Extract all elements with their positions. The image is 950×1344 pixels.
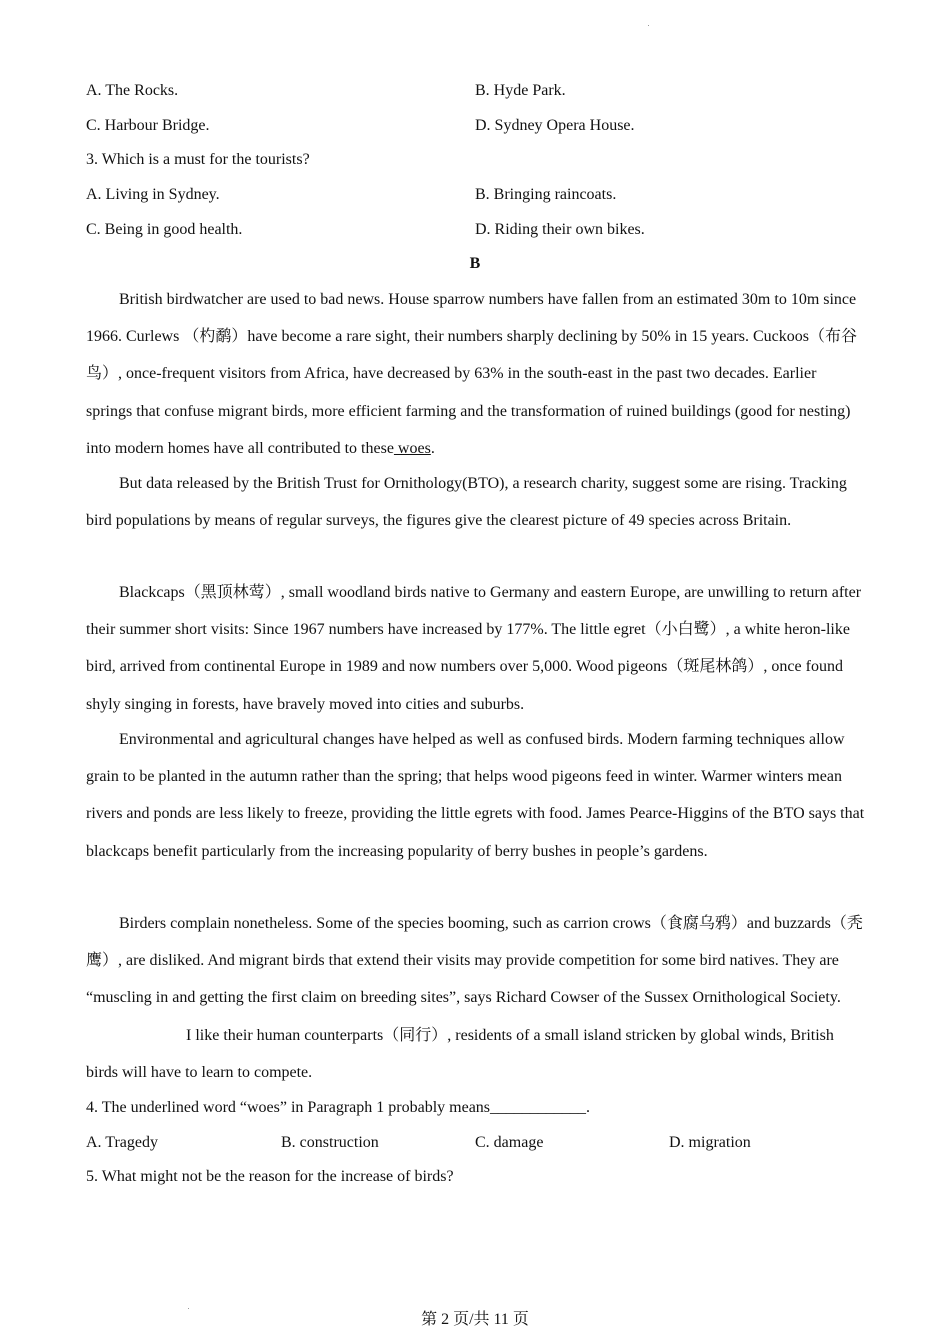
- page-footer: 第 2 页/共 11 页: [421, 1311, 529, 1328]
- q4-option-a: A. Tragedy: [86, 1134, 159, 1151]
- q4-stem: 4. The underlined word “woes” in Paragraph 1 probably means____________.: [86, 1099, 591, 1116]
- q4-option-d: D. migration: [669, 1134, 751, 1151]
- q5-stem: 5. What might not be the reason for the increase of birds?: [86, 1168, 454, 1185]
- q4-option-b: B. construction: [281, 1134, 379, 1151]
- p5-text: Birders complain nonetheless. Some of the species booming, such as carrion crows（食腐乌鸦）and buzzards（秃鹰）, are disliked. And migrant birds that extend their visits may provide competition for some bird natives. They are “muscling in and getting the first claim on breeding sites”, says Richard Cowser of the Sussex Ornithological Society.: [86, 915, 863, 1007]
- scan-dot: [648, 25, 649, 26]
- passage-paragraph-3: Blackcaps（黑顶林莺）, small woodland birds native to Germany and eastern Europe, are unwilling to return after their summer short visits: Since 1967 numbers have increased by 177%. The little egret（小白鹭）, a white heron-like bird, arrived from continental Europe in 1989 and now numbers over 5,000. Wood pigeons（斑尾林鸽）, once found shyly singing in forests, have bravely moved into cities and suburbs.: [86, 584, 862, 713]
- p5-text-after: I like their human counterparts（同行）, residents of a small island stricken by global winds, British birds will have to learn to compete.: [86, 1026, 834, 1081]
- passage-paragraph-1: [86, 281, 866, 467]
- q3-option-b: B. Bringing raincoats.: [475, 186, 617, 203]
- q2-option-c: C. Harbour Bridge.: [86, 117, 210, 134]
- underlined-word-woes: woes: [393, 439, 431, 457]
- q2-option-a: A. The Rocks.: [86, 82, 179, 99]
- q2-option-d: D. Sydney Opera House.: [475, 117, 635, 134]
- q2-option-b: B. Hyde Park.: [475, 82, 566, 99]
- q3-option-a: A. Living in Sydney.: [86, 186, 220, 203]
- passage-paragraph-2: But data released by the British Trust for Ornithology(BTO), a research charity, suggest some are rising. Tracking bird populations by means of regular surveys, the figures give the clearest picture of 49 species across Britain.: [86, 475, 847, 530]
- p1-end: .: [430, 439, 435, 457]
- q3-option-c: C. Being in good health.: [86, 221, 243, 238]
- section-b-heading: B: [469, 255, 481, 272]
- passage-paragraph-5: [86, 905, 866, 1091]
- p1-text: British birdwatcher are used to bad news. House sparrow numbers have fallen from an estimated 30m to 10m since 1966. Curlews （杓鹬）have become a rare sight, their numbers sharply declining by 50% in 15 years. Cuckoos（布谷鸟）, once-frequent visitors from Africa, have decreased by 63% in the south-east in the past two decades. Earlier springs that confuse migrant birds, more efficient farming and the transformation of ruined buildings (good for nesting) into modern homes have all contributed to these: [86, 291, 857, 457]
- q3-stem: 3. Which is a must for the tourists?: [86, 151, 310, 168]
- q3-option-d: D. Riding their own bikes.: [475, 221, 645, 238]
- passage-paragraph-4: Environmental and agricultural changes have helped as well as confused birds. Modern farming techniques allow grain to be planted in the autumn rather than the spring; that helps wood pigeons feed in winter. Warmer winters mean rivers and ponds are less likely to freeze, providing the little egrets with food. James Pearce-Higgins of the BTO says that blackcaps benefit particularly from the increasing popularity of berry bushes in people’s gardens.: [86, 731, 865, 860]
- q4-option-c: C. damage: [475, 1134, 544, 1151]
